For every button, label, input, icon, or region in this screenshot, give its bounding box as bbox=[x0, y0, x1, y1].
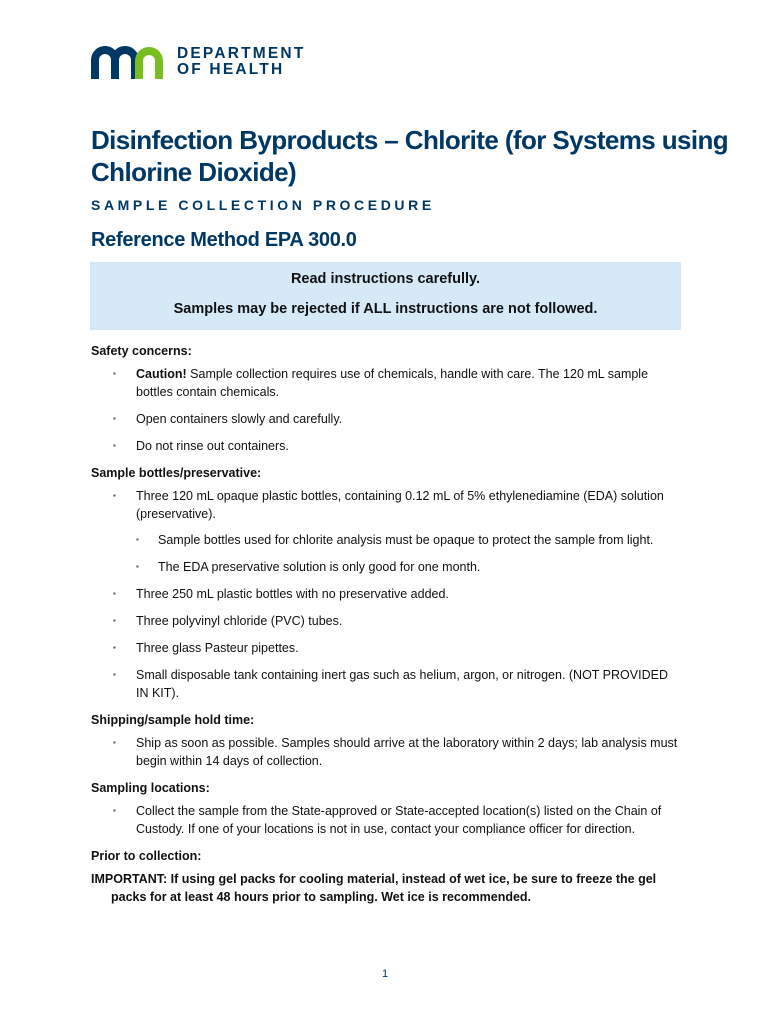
mn-logo-icon bbox=[91, 45, 167, 79]
safety-list bbox=[91, 365, 681, 455]
mdh-logo bbox=[91, 44, 306, 80]
bottles-item-1-text: Three 120 mL opaque plastic bottles, containing 0.12 mL of 5% ethylenediamine (EDA) solution (preservative). bbox=[136, 489, 664, 521]
page-number: 1 bbox=[381, 968, 389, 980]
list-item: ▪ The EDA preservative solution is only good for one month. bbox=[136, 558, 681, 576]
list-item: ▪ Three polyvinyl chloride (PVC) tubes. bbox=[91, 612, 681, 630]
list-item: ▪ Small disposable tank containing inert gas such as helium, argon, or nitrogen. (NOT PROVIDED IN KIT). bbox=[91, 666, 681, 702]
logo-text bbox=[177, 46, 306, 78]
prior-heading: Prior to collection: bbox=[91, 849, 202, 863]
caution-label: Caution! bbox=[136, 367, 187, 381]
caution-text: Sample collection requires use of chemicals, handle with care. The 120 mL sample bottles contain chemicals. bbox=[136, 367, 649, 399]
list-item: ▪ Sample bottles used for chlorite analysis must be opaque to protect the sample from light. bbox=[136, 531, 681, 549]
list-item: ▪ Collect the sample from the State-approved or State-accepted location(s) listed on the Chain of Custody. If one of your locations is not in use, contact your compliance officer for direction. bbox=[91, 802, 681, 838]
list-item: ▪ Ship as soon as possible. Samples should arrive at the laboratory within 2 days; lab analysis must begin within 14 days of collection. bbox=[91, 734, 681, 770]
list-item: ▪ Open containers slowly and carefully. bbox=[91, 410, 681, 428]
bottles-heading: Sample bottles/preservative: bbox=[91, 466, 262, 480]
list-item bbox=[91, 365, 681, 401]
notice-line-2: Samples may be rejected if ALL instructions are not followed. bbox=[173, 301, 598, 317]
shipping-list bbox=[91, 734, 681, 770]
document-body bbox=[91, 338, 681, 906]
logo-line-1: DEPARTMENT bbox=[177, 45, 306, 62]
bottles-sublist bbox=[136, 531, 681, 576]
notice-box bbox=[90, 262, 681, 330]
locations-heading: Sampling locations: bbox=[91, 781, 210, 795]
bottles-list bbox=[91, 487, 681, 702]
logo-line-2: OF HEALTH bbox=[177, 61, 285, 78]
list-item: ▪ Do not rinse out containers. bbox=[91, 437, 681, 455]
reference-method-heading: Reference Method EPA 300.0 bbox=[91, 229, 357, 251]
list-item: ▪ Three 250 mL plastic bottles with no preservative added. bbox=[91, 585, 681, 603]
list-item bbox=[91, 487, 681, 576]
page-subtitle: SAMPLE COLLECTION PROCEDURE bbox=[91, 197, 435, 213]
important-note: IMPORTANT: If using gel packs for cooling material, instead of wet ice, be sure to freeze the gel packs for at least 48 hours prior to sampling. Wet ice is recommended. bbox=[91, 872, 657, 904]
list-item: ▪ Three glass Pasteur pipettes. bbox=[91, 639, 681, 657]
notice-line-1: Read instructions carefully. bbox=[290, 271, 481, 287]
locations-list bbox=[91, 802, 681, 838]
page-title: Disinfection Byproducts – Chlorite (for Systems using Chlorine Dioxide) bbox=[91, 125, 729, 187]
shipping-heading: Shipping/sample hold time: bbox=[91, 713, 255, 727]
safety-heading: Safety concerns: bbox=[91, 344, 192, 358]
